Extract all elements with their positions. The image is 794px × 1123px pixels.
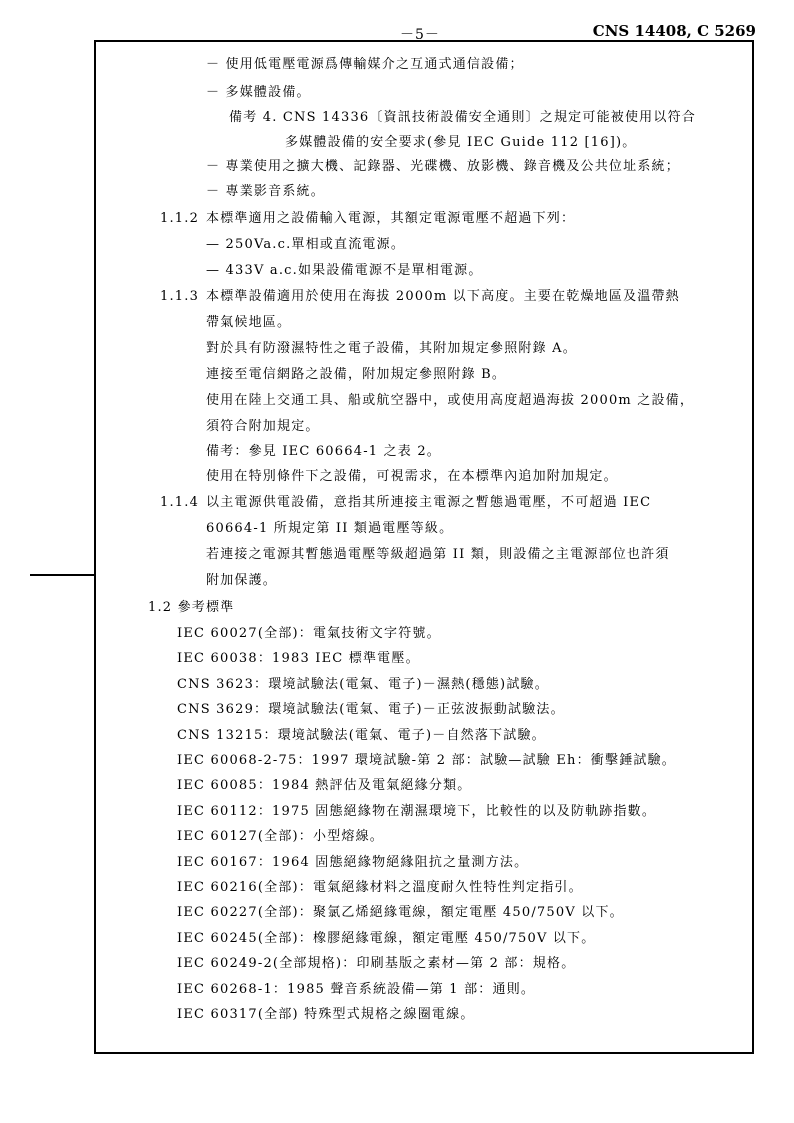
- clause-number: 1.1.2: [160, 211, 200, 226]
- paragraph: 連接至電信網路之設備，附加規定參照附錄 B。: [206, 367, 507, 382]
- scope-item: － 專業使用之擴大機、記錄器、光碟機、放影機、錄音機及公共位址系統；: [206, 159, 680, 174]
- clause-number: 1.1.4: [160, 495, 200, 510]
- clause-number: 1.1.3: [160, 289, 200, 304]
- reference-item: IEC 60317(全部) 特殊型式規格之線圈電線。: [177, 1007, 475, 1022]
- reference-item: IEC 60038：1983 IEC 標準電壓。: [177, 651, 420, 666]
- remark: 備考：參見 IEC 60664-1 之表 2。: [206, 444, 441, 459]
- reference-item: IEC 60245(全部)：橡膠絕緣電線，額定電壓 450/750V 以下。: [177, 931, 596, 946]
- clause-text: 本標準設備適用於使用在海拔 2000m 以下高度。主要在乾燥地區及溫帶熱: [206, 289, 680, 304]
- section-heading: 1.2 參考標準: [148, 600, 235, 615]
- standard-code: CNS 14408, C 5269: [592, 22, 756, 40]
- clause-text-cont: 帶氣候地區。: [206, 315, 292, 330]
- clause-text: 以主電源供電設備，意指其所連接主電源之暫態過電壓，不可超過 IEC: [206, 495, 652, 510]
- page-number: －5－: [400, 27, 440, 43]
- scope-item: － 專業影音系統。: [206, 184, 325, 199]
- reference-item: IEC 60127(全部)：小型熔線。: [177, 829, 385, 844]
- reference-item: IEC 60167：1964 固態絕緣物絕緣阻抗之量測方法。: [177, 855, 529, 870]
- paragraph: 對於具有防潑濕特性之電子設備，其附加規定參照附錄 A。: [206, 341, 577, 356]
- voltage-item: — 433V a.c.如果設備電源不是單相電源。: [206, 263, 483, 278]
- reference-item: CNS 3629：環境試驗法(電氣、電子)－正弦波振動試驗法。: [177, 702, 565, 717]
- reference-item: IEC 60085：1984 熱評估及電氣絕緣分類。: [177, 778, 472, 793]
- clause-text: 本標準適用之設備輸入電源，其額定電源電壓不超過下列：: [206, 211, 576, 226]
- reference-item: IEC 60216(全部)：電氣絕緣材料之溫度耐久性特性判定指引。: [177, 880, 583, 895]
- scope-item: － 使用低電壓電源爲傳輸媒介之互通式通信設備；: [206, 57, 524, 72]
- reference-item: CNS 13215：環境試驗法(電氣、電子)－自然落下試驗。: [177, 728, 546, 743]
- change-marker-line: [30, 574, 94, 576]
- remark-4: 備考 4. CNS 14336〔資訊技術設備安全通則〕之規定可能被使用以符合: [229, 110, 696, 125]
- voltage-item: — 250Va.c.單相或直流電源。: [206, 237, 406, 252]
- reference-item: IEC 60112：1975 固態絕緣物在潮濕環境下，比較性的以及防軌跡指數。: [177, 804, 657, 819]
- reference-item: IEC 60268-1：1985 聲音系統設備—第 1 部：通則。: [177, 982, 536, 997]
- clause-text-cont: 60664-1 所規定第 II 類過電壓等級。: [206, 521, 454, 536]
- reference-item: IEC 60068-2-75：1997 環境試驗-第 2 部：試驗—試驗 Eh：衝擊錘試驗。: [177, 753, 676, 768]
- reference-item: CNS 3623：環境試驗法(電氣、電子)－濕熱(穩態)試驗。: [177, 677, 549, 692]
- reference-item: IEC 60227(全部)：聚氯乙烯絕緣電線，額定電壓 450/750V 以下。: [177, 905, 624, 920]
- remark-4-cont: 多媒體設備的安全要求(參見 IEC Guide 112 [16])。: [285, 135, 637, 150]
- paragraph: 使用在特別條件下之設備，可視需求，在本標準內追加附加規定。: [206, 469, 618, 484]
- paragraph-cont: 須符合附加規定。: [206, 419, 320, 434]
- paragraph-cont: 附加保護。: [206, 573, 278, 588]
- paragraph: 使用在陸上交通工具、船或航空器中，或使用高度超過海拔 2000m 之設備，: [206, 393, 695, 408]
- reference-item: IEC 60249-2(全部規格)：印刷基版之素材—第 2 部：規格。: [177, 956, 576, 971]
- scope-item: － 多媒體設備。: [206, 85, 311, 100]
- reference-item: IEC 60027(全部)：電氣技術文字符號。: [177, 626, 441, 641]
- paragraph: 若連接之電源其暫態過電壓等級超過第 II 類，則設備之主電源部位也許須: [206, 547, 670, 562]
